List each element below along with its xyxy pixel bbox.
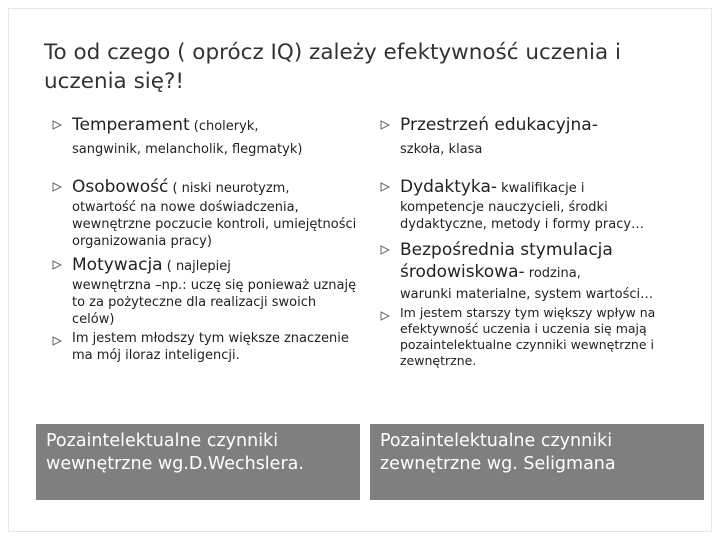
- item-heading: Przestrzeń edukacyjna-: [400, 115, 598, 135]
- item-heading: Osobowość: [72, 177, 169, 197]
- list-item-stymulacja: [380, 239, 680, 303]
- slide-title: To od czego ( oprócz IQ) zależy efektywność uczenia i uczenia się?!: [44, 40, 621, 94]
- bullet-icon: [380, 182, 390, 192]
- bullet-icon: [52, 182, 62, 192]
- bullet-icon: [52, 260, 62, 270]
- item-detail: wewnętrzna –np.: uczę się ponieważ uznaję to za pożyteczne dla realizacji swoich celów): [72, 278, 357, 327]
- list-item-osobowosc: [52, 176, 362, 250]
- item-detail: warunki materialne, system wartości…: [400, 287, 654, 302]
- item-text: Im jestem starszy tym większy wpływ na efektywność uczenia i uczenia się mają pozaintelektualne czynniki wewnętrzne i zewnętrzne.: [400, 305, 656, 368]
- list-item-motywacja: [52, 254, 362, 328]
- bullet-icon: [52, 336, 62, 346]
- item-detail: szkoła, klasa: [400, 142, 483, 157]
- bullet-icon: [380, 245, 390, 255]
- right-column: [380, 114, 680, 369]
- item-heading: Bezpośrednia stymulacja środowiskowa-: [400, 240, 613, 282]
- item-detail-inline: ( niski neurotyzm,: [168, 181, 290, 196]
- item-detail: otwartość na nowe doświadczenia, wewnętrzne poczucie kontroli, umiejętności organizowania pracy): [72, 200, 357, 249]
- item-heading: Motywacja: [72, 255, 163, 275]
- summary-box-external: Pozaintelektualne czynniki zewnętrzne wg. Seligmana: [370, 424, 704, 500]
- item-detail-inline: kwalifikacje i: [497, 181, 585, 196]
- bullet-icon: [380, 311, 390, 321]
- item-detail: sangwinik, melancholik, flegmatyk): [72, 142, 303, 157]
- item-detail-inline: rodzina,: [524, 266, 581, 281]
- bullet-icon: [52, 120, 62, 130]
- list-item-starszy: [380, 305, 680, 369]
- list-item-przestrzen: [380, 114, 680, 158]
- left-column: [52, 114, 362, 364]
- item-heading: Dydaktyka-: [400, 177, 498, 197]
- item-detail-inline: ( najlepiej: [162, 259, 231, 274]
- list-item-temperament: [52, 114, 362, 158]
- bullet-icon: [380, 120, 390, 130]
- item-heading: Temperament: [72, 115, 190, 135]
- item-detail-inline: (choleryk,: [189, 119, 259, 134]
- item-detail: kompetencje nauczycieli, środki dydaktyczne, metody i formy pracy…: [400, 200, 645, 232]
- summary-box-internal: Pozaintelektualne czynniki wewnętrzne wg.D.Wechslera.: [36, 424, 360, 500]
- list-item-mlodszy: [52, 330, 362, 364]
- item-text: Im jestem młodszy tym większe znaczenie ma mój iloraz inteligencji.: [72, 331, 349, 363]
- list-item-dydaktyka: [380, 176, 680, 233]
